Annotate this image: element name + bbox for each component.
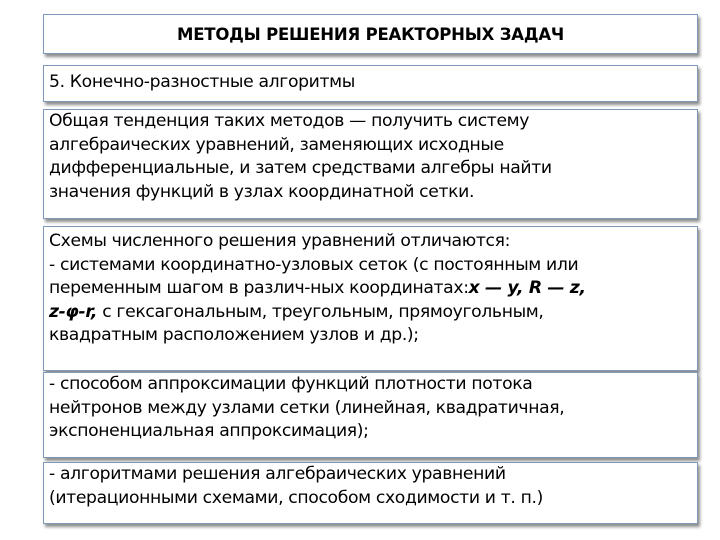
title-box <box>43 14 698 54</box>
text-block-approximation <box>43 372 698 458</box>
coordinates-emphasis: z-φ-r, <box>49 301 98 322</box>
text-block-grid-systems <box>43 226 698 371</box>
text-line: значения функций в узлах координатной сетки. <box>49 181 475 202</box>
slide-title: МЕТОДЫ РЕШЕНИЯ РЕАКТОРНЫХ ЗАДАЧ <box>176 24 565 44</box>
text-block-general-trend <box>43 109 698 219</box>
text-line: дифференциальные, и затем средствами алгебры найти <box>49 158 552 178</box>
text-block-algorithms <box>43 462 698 524</box>
text-line: (итерационными схемами, способом сходимости и т. п.) <box>49 487 543 508</box>
text-line: - системами координатно-узловых сеток (с постоянным или <box>49 254 579 275</box>
text-line: алгебраических уравнений, заменяющих исходные <box>49 134 504 155</box>
text-line: нейтронов между узлами сетки (линейная, квадратичная, <box>49 397 565 418</box>
text-line <box>49 301 697 325</box>
text-segment: с гексагональным, треугольным, прямоугольным, <box>97 301 544 322</box>
subtitle-box <box>43 65 698 102</box>
text-line: - алгоритмами решения алгебраических уравнений <box>49 464 506 484</box>
text-line: - способом аппроксимации функций плотности потока <box>49 374 533 394</box>
coordinates-emphasis: x — y, R — z, <box>468 278 586 298</box>
slide-subtitle: 5. Конечно-разностные алгоритмы <box>49 72 355 92</box>
text-line: квадратным расположением узлов и др.); <box>49 325 419 345</box>
text-line <box>49 277 697 301</box>
text-line: экспоненциальная аппроксимация); <box>49 421 369 441</box>
text-segment: переменным шагом в различ-ных координатах: <box>49 278 469 298</box>
text-line: Схемы численного решения уравнений отличаются: <box>49 231 511 251</box>
text-line: Общая тенденция таких методов — получить систему <box>49 111 530 131</box>
